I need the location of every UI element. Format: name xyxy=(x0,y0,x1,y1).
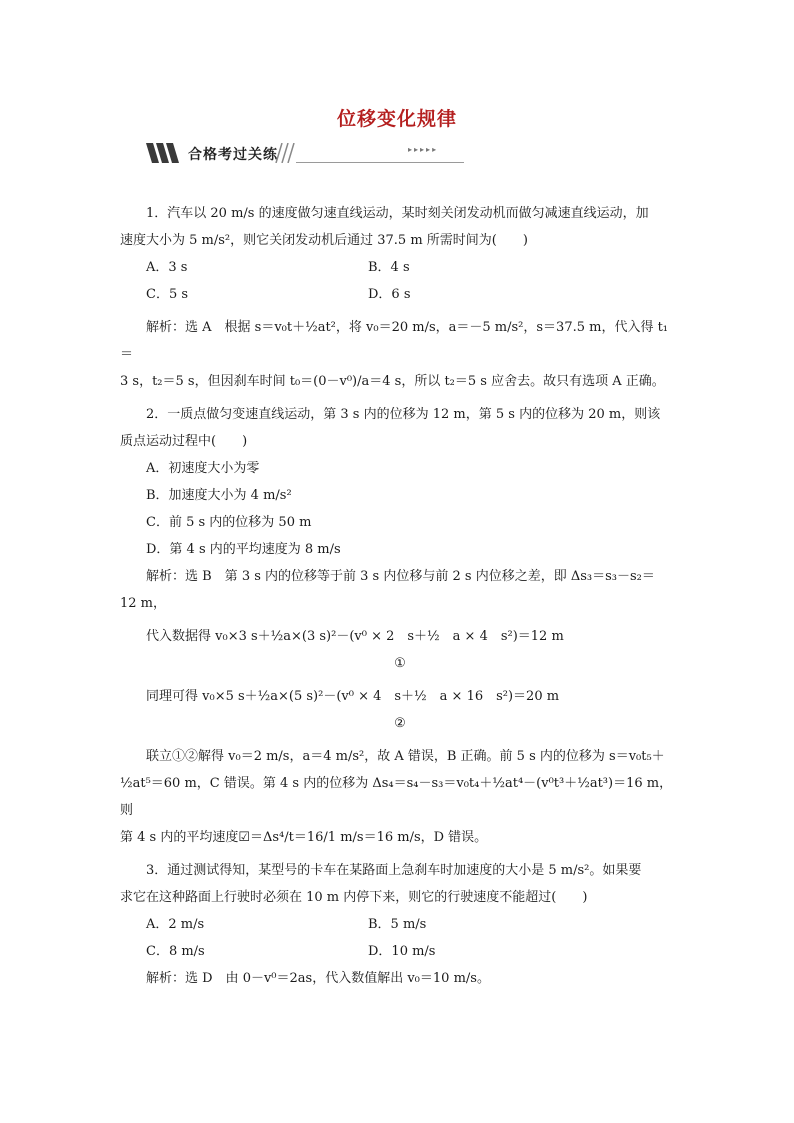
q2-conclusion-line3: 第 4 s 内的平均速度☑＝Δs⁴/t＝16/1 m/s＝16 m/s，D 错误。 xyxy=(120,830,488,845)
q2-analysis-line2: 12 m， xyxy=(120,596,167,611)
q1-option-b: B．4 s xyxy=(368,260,410,275)
q1-option-a: A．3 s xyxy=(146,260,188,275)
q2-equation-1: 代入数据得 v₀×3 s＋½a×(3 s)²－(v⁰ × 2 s＋½ a × 4 s²)＝12 m xyxy=(146,629,564,644)
section-banner xyxy=(146,142,464,164)
q1-option-d: D．6 s xyxy=(368,287,411,302)
q3-stem-line1: 3．通过测试得知，某型号的卡车在某路面上急刹车时加速度的大小是 5 m/s²。如果要 xyxy=(146,863,642,878)
q2-conclusion-line1: 联立①②解得 v₀＝2 m/s，a＝4 m/s²，故 A 错误，B 正确。前 5 s 内的位移为 s＝v₀t₅＋ xyxy=(146,749,665,764)
q1-stem-line1: 1．汽车以 20 m/s 的速度做匀速直线运动，某时刻关闭发动机而做匀减速直线运动，加 xyxy=(146,206,649,221)
q2-stem-line1: 2．一质点做匀变速直线运动，第 3 s 内的位移为 12 m，第 5 s 内的位移为 20 m，则该 xyxy=(146,407,661,422)
q2-option-d: D．第 4 s 内的平均速度为 8 m/s xyxy=(146,542,341,557)
q2-equation-2: 同理可得 v₀×5 s＋½a×(5 s)²－(v⁰ × 4 s＋½ a × 16 s²)＝20 m xyxy=(146,689,560,704)
q2-equation-2-number: ② xyxy=(394,716,406,731)
page-title: 位移变化规律 xyxy=(336,108,457,130)
hatch-icon xyxy=(274,143,296,163)
q3-analysis: 解析：选 D 由 0－v⁰＝2as，代入数值解出 v₀＝10 m/s。 xyxy=(146,971,490,986)
q2-option-a: A．初速度大小为零 xyxy=(146,461,260,476)
q3-option-d: D．10 m/s xyxy=(368,944,436,959)
q1-options xyxy=(120,254,680,308)
stripes-icon xyxy=(146,143,180,163)
q2-conclusion-line2: ½at⁵＝60 m，C 错误。第 4 s 内的位移为 Δs₄＝s₄－s₃＝v₀t₄＋½at⁴－(v⁰t³＋½at³)＝16 m，则 xyxy=(120,776,673,818)
q2-analysis-line1: 解析：选 B 第 3 s 内的位移等于前 3 s 内位移与前 2 s 内位移之差，即 Δs₃＝s₃－s₂＝ xyxy=(146,569,655,584)
q1-option-c: C．5 s xyxy=(146,287,189,302)
q3-options xyxy=(120,911,680,965)
q3-option-a: A．2 m/s xyxy=(146,917,205,932)
arrows-icon: ▸▸▸▸▸ xyxy=(408,145,439,154)
q3-option-c: C．8 m/s xyxy=(146,944,205,959)
q1-analysis-line1: 解析：选 A 根据 s＝v₀t＋½at²，将 v₀＝20 m/s，a＝－5 m/s²，s＝37.5 m，代入得 t₁＝ xyxy=(120,320,669,362)
exercise-content xyxy=(120,200,680,992)
q2-option-c: C．前 5 s 内的位移为 50 m xyxy=(146,515,312,530)
q1-analysis-line2: 3 s，t₂＝5 s，但因刹车时间 t₀＝(0－v⁰)/a＝4 s，所以 t₂＝5 s 应舍去。故只有选项 A 正确。 xyxy=(120,374,665,389)
q2-equation-1-number: ① xyxy=(394,656,406,671)
q3-option-b: B．5 m/s xyxy=(368,917,427,932)
section-label: 合格考过关练 xyxy=(188,147,278,163)
banner-divider xyxy=(296,162,464,163)
q2-option-b: B．加速度大小为 4 m/s² xyxy=(146,488,292,503)
q2-stem-line2: 质点运动过程中( ) xyxy=(120,434,248,449)
q3-stem-line2: 求它在这种路面上行驶时必须在 10 m 内停下来，则它的行驶速度不能超过( ) xyxy=(120,890,588,905)
q1-stem-line2: 速度大小为 5 m/s²，则它关闭发动机后通过 37.5 m 所需时间为( ) xyxy=(120,233,528,248)
